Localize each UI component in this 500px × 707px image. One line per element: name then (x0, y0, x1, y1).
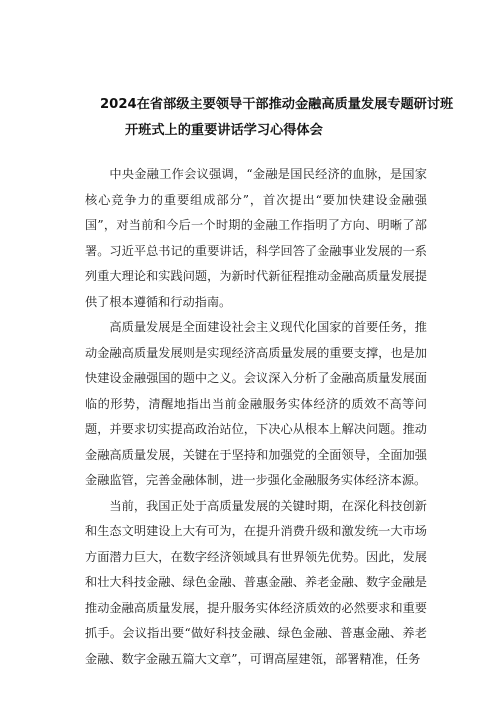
paragraph-3: 当前，我国正处于高质量发展的关键时期，在深化科技创新和生态文明建设上大有可为，在提升消费升级和激发统一大市场方面潜力巨大，在数字经济领域具有世界领先优势。因此，发展和壮大科技金融、绿色金融、普惠金融、养老金融、数字金融是推动金融高质量发展，提升服务实体经济质效的必然要求和重要抓手。会议指出要“做好科技金融、绿色金融、普惠金融、养老金融、数字金融五篇大文章”，可谓高屋建瓴，部署精准，任务 (85, 498, 427, 666)
title-line-1: 2024在省部级主要领导干部推动金融高质量发展专题研讨班 (100, 97, 454, 112)
paragraph-2: 高质量发展是全面建设社会主义现代化国家的首要任务，推动金融高质量发展则是实现经济高质量发展的重要支撑，也是加快建设金融强国的题中之义。会议深入分析了金融高质量发展面临的形势，清醒地指出当前金融服务实体经济的质效不高等问题，并要求切实提高政治站位，下决心从根本上解决问题。推动金融高质量发展，关键在于坚持和加强党的全面领导，全面加强金融监管，完善金融体制，进一步强化金融服务实体经济本源。 (85, 320, 427, 487)
document-body (85, 162, 427, 672)
document-title (60, 92, 454, 144)
title-line-2: 开班式上的重要讲话学习心得体会 (125, 123, 323, 138)
paragraph-1: 中央金融工作会议强调，“金融是国民经济的血脉，是国家核心竞争力的重要组成部分”，首次提出“要加快建设金融强国”，对当前和今后一个时期的金融工作指明了方向、明晰了部署。习近平总书记的重要讲话，科学回答了金融事业发展的一系列重大理论和实践问题，为新时代新征程推动金融高质量发展提供了根本遵循和行动指南。 (85, 167, 427, 309)
